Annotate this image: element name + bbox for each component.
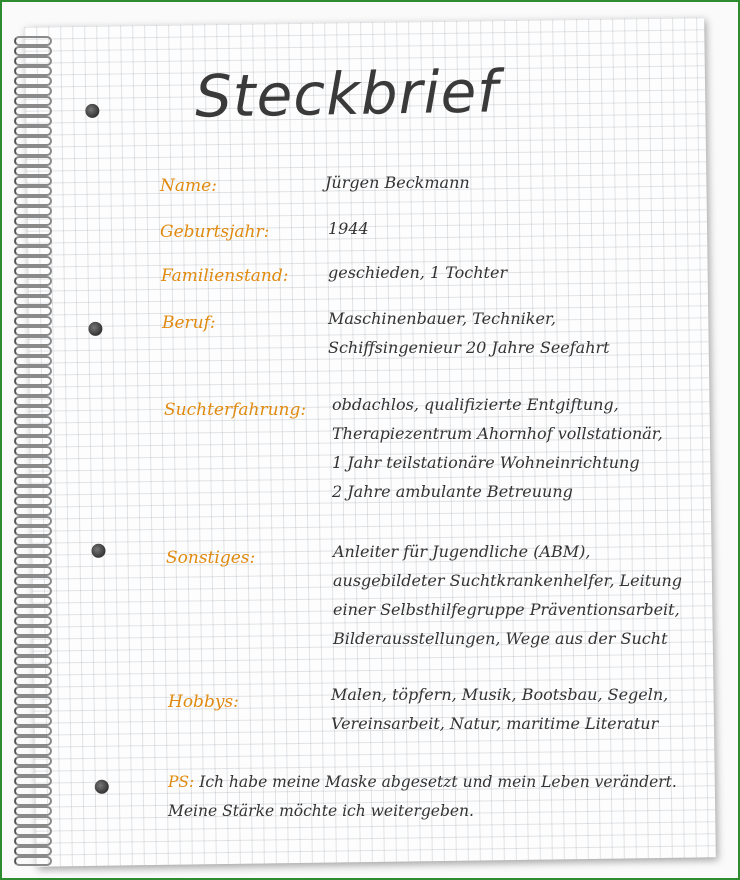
spiral-ring	[14, 736, 52, 746]
spiral-ring	[14, 616, 52, 626]
spiral-ring	[14, 776, 52, 786]
spiral-ring	[14, 476, 52, 486]
spiral-ring	[14, 176, 52, 186]
spiral-ring	[14, 186, 52, 196]
spiral-ring	[14, 546, 52, 556]
spiral-ring	[14, 196, 52, 206]
spiral-ring	[14, 256, 52, 266]
punch-hole	[88, 322, 102, 336]
punch-hole	[85, 104, 99, 118]
spiral-ring	[14, 156, 52, 166]
beruf-line: Maschinenbauer, Techniker,	[328, 309, 556, 328]
hobbys-line: Vereinsarbeit, Natur, maritime Literatur	[331, 714, 659, 733]
spiral-ring	[14, 466, 52, 476]
spiral-ring	[14, 486, 52, 496]
sonstiges-line: Anleiter für Jugendliche (ABM),	[333, 542, 591, 561]
geburtsjahr-label: Geburtsjahr:	[160, 222, 270, 242]
beruf-label: Beruf:	[162, 313, 216, 333]
spiral-ring	[14, 306, 52, 316]
spiral-ring	[14, 146, 52, 156]
spiral-ring	[14, 266, 52, 276]
spiral-ring	[14, 456, 52, 466]
ps-line	[168, 768, 677, 797]
spiral-ring	[14, 586, 52, 596]
spiral-ring	[14, 846, 52, 856]
spiral-ring	[14, 326, 52, 336]
spiral-ring	[14, 66, 52, 76]
spiral-ring	[14, 76, 52, 86]
spiral-ring	[14, 346, 52, 356]
spiral-ring	[14, 296, 52, 306]
spiral-ring	[14, 126, 52, 136]
sonstiges-value	[333, 537, 682, 653]
sonstiges-line: einer Selbsthilfegruppe Präventionsarbeit,	[333, 600, 680, 619]
spiral-ring	[14, 436, 52, 446]
spiral-ring	[14, 236, 52, 246]
hobbys-label: Hobbys:	[168, 692, 239, 712]
suchterfahrung-label: Suchterfahrung:	[164, 400, 307, 420]
spiral-ring	[14, 336, 52, 346]
spiral-ring	[14, 226, 52, 236]
spiral-ring	[14, 836, 52, 846]
spiral-ring	[14, 106, 52, 116]
hobbys-value	[331, 680, 668, 738]
spiral-ring	[14, 856, 52, 866]
spiral-ring	[14, 246, 52, 256]
spiral-ring	[14, 396, 52, 406]
suchterfahrung-line: 2 Jahre ambulante Betreuung	[332, 482, 573, 501]
spiral-ring	[14, 556, 52, 566]
spiral-ring	[14, 516, 52, 526]
spiral-ring	[14, 366, 52, 376]
spiral-ring	[14, 656, 52, 666]
spiral-ring	[14, 526, 52, 536]
spiral-ring	[14, 56, 52, 66]
spiral-ring	[14, 416, 52, 426]
spiral-ring	[14, 316, 52, 326]
spiral-ring	[14, 826, 52, 836]
spiral-ring	[14, 646, 52, 656]
spiral-ring	[14, 406, 52, 416]
name-label: Name:	[160, 176, 217, 196]
spiral-ring	[14, 746, 52, 756]
spiral-ring	[14, 676, 52, 686]
spiral-ring	[14, 626, 52, 636]
page-title: Steckbrief	[194, 57, 500, 131]
spiral-ring	[14, 636, 52, 646]
spiral-ring	[14, 446, 52, 456]
spiral-ring	[14, 386, 52, 396]
spiral-ring	[14, 206, 52, 216]
suchterfahrung-line: obdachlos, qualifizierte Entgiftung,	[332, 395, 619, 414]
spiral-ring	[14, 706, 52, 716]
spiral-ring	[14, 116, 52, 126]
punch-hole	[95, 780, 109, 794]
sonstiges-line: ausgebildeter Suchtkrankenhelfer, Leitung	[333, 571, 683, 590]
familienstand-value: geschieden, 1 Tochter	[328, 263, 508, 282]
spiral-ring	[14, 536, 52, 546]
spiral-ring	[14, 376, 52, 386]
suchterfahrung-line: Therapiezentrum Ahornhof vollstationär,	[332, 424, 663, 443]
spiral-ring	[14, 566, 52, 576]
punch-hole	[91, 544, 105, 558]
suchterfahrung-line: 1 Jahr teilstationäre Wohneinrichtung	[332, 453, 640, 472]
ps-text: Ich habe meine Maske abgesetzt und mein Leben verändert.	[199, 773, 677, 791]
spiral-ring	[14, 766, 52, 776]
spiral-ring	[14, 716, 52, 726]
spiral-ring	[14, 216, 52, 226]
spiral-ring	[14, 136, 52, 146]
spiral-ring	[14, 46, 52, 56]
spiral-ring	[14, 786, 52, 796]
spiral-ring	[14, 166, 52, 176]
spiral-ring	[14, 686, 52, 696]
ps-note	[168, 768, 677, 826]
spiral-ring	[14, 606, 52, 616]
spiral-ring	[14, 806, 52, 816]
hobbys-line: Malen, töpfern, Musik, Bootsbau, Segeln,	[331, 685, 669, 704]
spiral-binding	[14, 36, 54, 866]
spiral-ring	[14, 796, 52, 806]
spiral-ring	[14, 596, 52, 606]
spiral-ring	[14, 506, 52, 516]
spiral-ring	[14, 756, 52, 766]
spiral-ring	[14, 576, 52, 586]
ps-line: Meine Stärke möchte ich weitergeben.	[168, 802, 474, 820]
sonstiges-label: Sonstiges:	[166, 548, 256, 568]
ps-label: PS:	[168, 773, 195, 791]
name-value: Jürgen Beckmann	[325, 173, 470, 192]
spiral-ring	[14, 286, 52, 296]
spiral-ring	[14, 666, 52, 676]
spiral-ring	[14, 356, 52, 366]
spiral-ring	[14, 86, 52, 96]
beruf-line: Schiffsingenieur 20 Jahre Seefahrt	[328, 338, 610, 357]
suchterfahrung-value	[332, 390, 663, 506]
spiral-ring	[14, 816, 52, 826]
spiral-ring	[14, 696, 52, 706]
spiral-ring	[14, 96, 52, 106]
familienstand-label: Familienstand:	[161, 266, 289, 286]
spiral-ring	[14, 426, 52, 436]
spiral-ring	[14, 726, 52, 736]
beruf-value	[328, 304, 610, 362]
spiral-ring	[14, 496, 52, 506]
sonstiges-line: Bilderausstellungen, Wege aus der Sucht	[333, 629, 668, 648]
geburtsjahr-value: 1944	[328, 219, 369, 238]
spiral-ring	[14, 276, 52, 286]
spiral-ring	[14, 36, 52, 46]
